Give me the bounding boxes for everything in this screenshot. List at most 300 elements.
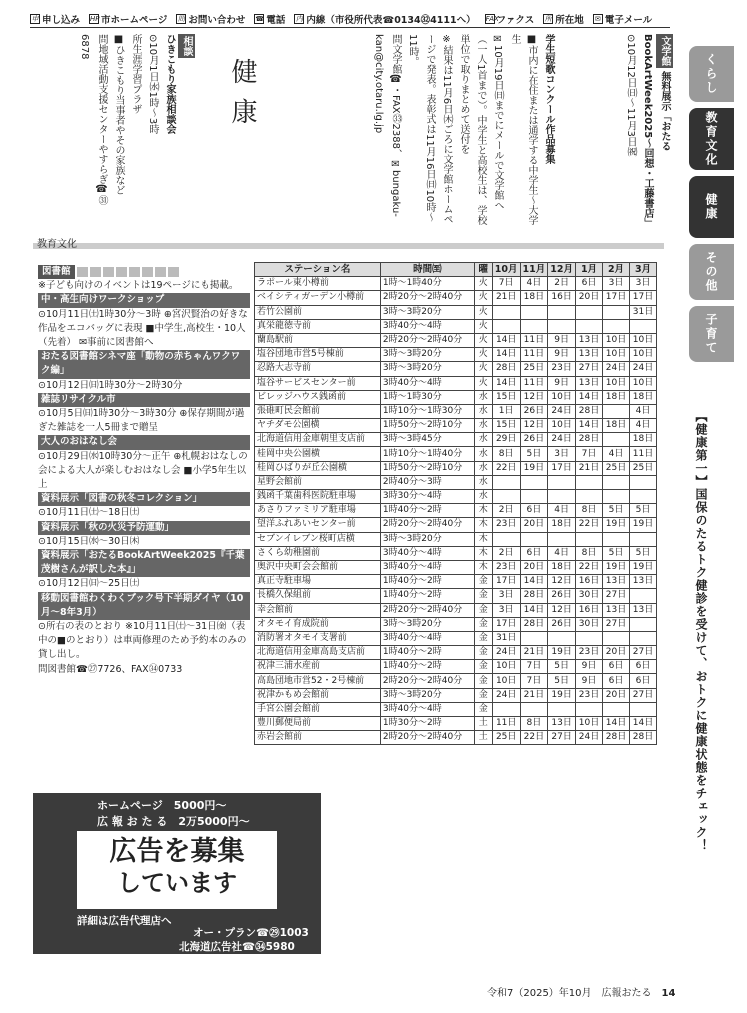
month-date-cell: 14日 [576,390,603,404]
month-date-cell: 23日 [492,560,520,574]
schedule-row [255,646,657,660]
month-date-cell: 27日 [630,688,657,702]
ad-subheadline: しています [117,869,237,897]
month-date-cell: 19日 [630,560,657,574]
month-date-cell: 10日 [548,419,576,433]
weekday-cell: 水 [474,433,492,447]
month-date-cell [520,305,548,319]
month-date-cell [548,490,576,504]
month-date-cell: 14日 [520,603,548,617]
month-date-cell: 17日 [630,291,657,305]
station-time: 1時40分～2時 [380,504,474,518]
ad-price-koho: 広 報 お た る 2万5000円～ [97,815,250,828]
station-name: 消防署オタモイ支署前 [255,631,381,645]
month-date-cell [576,319,603,333]
month-date-cell: 13日 [548,717,576,731]
library-event-title: 資料展示「おたるBookArtWeek2025『千葉茂樹さんが訳した本』」 [38,549,250,577]
legend-bar [30,10,670,28]
weekday-cell: 火 [474,376,492,390]
month-date-cell: 9日 [576,674,603,688]
schedule-row [255,362,657,376]
station-name: 赤岩会館前 [255,731,381,745]
station-name: 桂岡中央公園横 [255,447,381,461]
month-date-cell: 28日 [630,731,657,745]
month-date-cell: 16日 [576,603,603,617]
month-date-cell [576,631,603,645]
tab-health[interactable]: 健康 [689,176,734,238]
contest-title: 学生短歌コンクール作品募集 [543,34,554,164]
category-tag: 文学館 [656,34,673,68]
station-time: 1時50分～2時10分 [380,461,474,475]
month-date-cell [492,532,520,546]
month-date-cell: 10日 [630,348,657,362]
literature-exhibit [563,34,673,230]
month-date-cell: 3日 [548,447,576,461]
weekday-cell: 水 [474,447,492,461]
station-name: 星野会館前 [255,475,381,489]
schedule-row [255,702,657,716]
month-date-cell [548,532,576,546]
station-time: 3時～3時20分 [380,688,474,702]
schedule-row [255,319,657,333]
month-date-cell: 14日 [603,717,630,731]
month-date-cell: 13日 [630,575,657,589]
month-date-cell: 11日 [520,348,548,362]
month-date-cell: 27日 [603,589,630,603]
month-date-cell: 6日 [630,674,657,688]
exhibit-title: 無料展示「おたるBookArtWeek2025～回想・工藤書店」 [642,34,670,229]
schedule-header-cell: 曜 [474,263,492,277]
ad-headline: 広告を募集 [109,836,245,867]
month-date-cell: 21日 [520,646,548,660]
month-date-cell: 5日 [603,546,630,560]
ad-price-homepage: ホームページ 5000円～ [97,799,227,812]
weekday-cell: 火 [474,277,492,291]
weekday-cell: 火 [474,333,492,347]
month-date-cell: 31日 [630,305,657,319]
library-event-detail: 問図書館☎㉗7726、FAX㉞0733 [38,663,183,675]
month-date-cell: 7日 [492,277,520,291]
month-date-cell [492,702,520,716]
tab-education-culture[interactable]: 教育文化 [689,108,734,170]
station-time: 3時～3時45分 [380,433,474,447]
month-date-cell: 2日 [492,546,520,560]
month-date-cell: 18日 [603,419,630,433]
month-date-cell: 13日 [603,575,630,589]
month-date-cell [548,631,576,645]
tab-childcare[interactable]: 子育て [689,306,734,362]
schedule-row [255,560,657,574]
station-name: さくら幼稚園前 [255,546,381,560]
ad-recruit-box [33,793,321,954]
station-name: 祝津三浦水産前 [255,660,381,674]
month-date-cell: 9日 [548,333,576,347]
consult-title: ひきこもり家族相談会 [164,34,175,134]
station-time: 1時～1時40分 [380,277,474,291]
station-name: 張碓町民会館前 [255,404,381,418]
library-event-title: 資料展示「図書の秋冬コレクション」 [38,492,250,506]
weekday-cell: 土 [474,731,492,745]
station-name: 真栄龍徳寺前 [255,319,381,333]
schedule-row [255,433,657,447]
weekday-cell: 火 [474,348,492,362]
month-date-cell [603,305,630,319]
weekday-cell: 火 [474,319,492,333]
month-date-cell: 14日 [492,348,520,362]
month-date-cell: 9日 [548,348,576,362]
month-date-cell [576,475,603,489]
month-date-cell: 8日 [576,546,603,560]
month-date-cell: 6日 [630,660,657,674]
library-section [38,265,250,677]
month-date-cell: 24日 [630,362,657,376]
month-date-cell: 27日 [576,362,603,376]
station-time: 3時～3時20分 [380,617,474,631]
month-date-cell: 17日 [492,575,520,589]
station-name: ビレッジハウス銭函前 [255,390,381,404]
month-date-cell: 22日 [520,731,548,745]
month-date-cell [520,490,548,504]
month-date-cell: 19日 [630,518,657,532]
station-time: 3時～3時20分 [380,305,474,319]
station-time: 1時30分～2時 [380,717,474,731]
weekday-cell: 金 [474,702,492,716]
month-date-cell [548,702,576,716]
weekday-cell: 水 [474,490,492,504]
month-date-cell [603,404,630,418]
schedule-row [255,603,657,617]
month-date-cell: 26日 [548,617,576,631]
legend-item: FAX ファクス [485,14,535,26]
month-date-cell: 10日 [630,376,657,390]
station-name: 豊川郵便局前 [255,717,381,731]
month-date-cell: 14日 [492,333,520,347]
schedule-header-cell: 10月 [492,263,520,277]
schedule-header-cell: 3月 [630,263,657,277]
library-event-detail: ⊙10月11日㈯～18日㈯ [38,507,140,519]
month-date-cell: 13日 [576,333,603,347]
health-checkup-banner: 【健康第一】国保のたるトク健診を受けて、おトクに健康状態をチェック！ [694,410,708,852]
station-name: 祝津かもめ会館前 [255,688,381,702]
month-date-cell [576,305,603,319]
extension-icon: 内 [295,14,303,23]
month-date-cell [576,490,603,504]
month-date-cell [548,319,576,333]
month-date-cell: 9日 [548,376,576,390]
weekday-cell: 金 [474,589,492,603]
legend-item: 所 所在地 [544,14,584,26]
month-date-cell: 10日 [630,333,657,347]
footer-text: 令和7（2025）年10月 広報おたる [487,988,652,999]
month-date-cell: 10日 [492,660,520,674]
month-date-cell: 29日 [492,433,520,447]
weekday-cell: 金 [474,660,492,674]
month-date-cell: 23日 [576,646,603,660]
station-name: 奥沢中央町会会館前 [255,560,381,574]
month-date-cell: 3日 [492,589,520,603]
schedule-row [255,575,657,589]
schedule-row [255,461,657,475]
month-date-cell: 22日 [576,518,603,532]
library-event-title: 移動図書館わくわくブック号下半期ダイヤ（10月～8年3月） [38,592,250,620]
month-date-cell [520,631,548,645]
month-date-cell: 2日 [548,277,576,291]
schedule-row [255,674,657,688]
station-time: 2時20分～2時40分 [380,291,474,305]
month-date-cell: 17日 [603,291,630,305]
tanka-contest [262,34,557,230]
month-date-cell: 28日 [576,433,603,447]
station-time: 3時40分～4時 [380,702,474,716]
month-date-cell: 13日 [603,603,630,617]
month-date-cell: 23日 [548,362,576,376]
hikikomori-consult [55,34,195,230]
month-date-cell: 13日 [576,348,603,362]
weekday-cell: 金 [474,603,492,617]
station-name: 蘭島駅前 [255,333,381,347]
month-date-cell: 28日 [520,589,548,603]
contest-line: ※結果は11月6日㈭ごろに文学館ホームページで発表。表彰式は11月16日㈰10時～11時。 [407,34,452,225]
legend-item: ✉ 電子メール [593,12,652,26]
legend-item: HP 市ホームページ [90,14,168,26]
email-icon: ✉ [593,14,603,24]
schedule-row [255,419,657,433]
tab-kurashi[interactable]: くらし [689,46,734,102]
station-time: 3時30分～4時 [380,490,474,504]
month-date-cell: 22日 [492,461,520,475]
inquiry-icon: 問 [177,14,185,23]
ad-contact-lead: 詳細は広告代理店へ [77,915,172,927]
month-date-cell [576,702,603,716]
month-date-cell: 24日 [492,688,520,702]
month-date-cell: 15日 [492,390,520,404]
month-date-cell [603,532,630,546]
section-header: 教育文化 [33,235,664,249]
month-date-cell: 20日 [603,688,630,702]
station-time: 3時40分～4時 [380,546,474,560]
weekday-cell: 火 [474,305,492,319]
station-name: セブンイレブン桜町店横 [255,532,381,546]
schedule-row [255,532,657,546]
month-date-cell: 5日 [630,504,657,518]
weekday-cell: 木 [474,532,492,546]
month-date-cell: 14日 [630,717,657,731]
schedule-header-cell: 12月 [548,263,576,277]
month-date-cell: 15日 [492,419,520,433]
month-date-cell [630,631,657,645]
weekday-cell: 水 [474,475,492,489]
weekday-cell: 金 [474,575,492,589]
month-date-cell: 19日 [548,646,576,660]
station-time: 1時40分～2時 [380,660,474,674]
schedule-row [255,447,657,461]
month-date-cell: 3日 [603,277,630,291]
month-date-cell: 24日 [576,731,603,745]
month-date-cell: 14日 [492,376,520,390]
month-date-cell [603,319,630,333]
weekday-cell: 水 [474,419,492,433]
month-date-cell: 13日 [576,376,603,390]
consult-line: ■ひきこもり当事者やその家族など [113,34,124,195]
month-date-cell: 5日 [548,660,576,674]
month-date-cell: 4日 [630,404,657,418]
month-date-cell: 11日 [492,717,520,731]
month-date-cell: 17日 [492,617,520,631]
station-time: 1時10分～1時40分 [380,447,474,461]
month-date-cell: 8日 [520,717,548,731]
month-date-cell [630,589,657,603]
station-time: 3時40分～4時 [380,631,474,645]
station-name: あさりファミリア駐車場 [255,504,381,518]
schedule-row [255,376,657,390]
station-name: 銭函千葉歯科医院駐車場 [255,490,381,504]
month-date-cell: 5日 [548,674,576,688]
month-date-cell: 2日 [492,504,520,518]
month-date-cell: 7日 [520,674,548,688]
weekday-cell: 水 [474,404,492,418]
station-name: 高島団地市営52・2号棟前 [255,674,381,688]
library-event-detail: ⊙10月11日㈯1時30分～3時 ⊕宮沢賢治の好きな作品をエコバッグに表現 ■中学生,高校生・10人（先着） ✉事前に図書館へ [38,308,248,349]
library-event-title: おたる図書館シネマ座「動物の赤ちゃんワクワク編」 [38,350,250,378]
month-date-cell: 14日 [576,419,603,433]
station-name: オタモイ育成院前 [255,617,381,631]
schedule-row [255,518,657,532]
station-time: 2時20分～2時40分 [380,518,474,532]
month-date-cell: 24日 [492,646,520,660]
category-tag: 相談 [178,34,195,58]
month-date-cell: 7日 [576,447,603,461]
month-date-cell: 4日 [548,546,576,560]
month-date-cell: 31日 [492,631,520,645]
schedule-header-cell: 時間㉃ [380,263,474,277]
weekday-cell: 金 [474,688,492,702]
station-time: 3時～3時20分 [380,348,474,362]
library-event-detail: ⊙10月29日㈬10時30分～正午 ⊕札幌おはなしの会による大人が楽しむおはなし会 ■小学5年生以上 [38,450,248,491]
month-date-cell [520,532,548,546]
tab-other[interactable]: その他 [689,244,734,300]
library-event-title: 大人のおはなし会 [38,435,250,449]
month-date-cell: 10日 [492,674,520,688]
month-date-cell: 5日 [520,447,548,461]
weekday-cell: 水 [474,461,492,475]
month-date-cell [603,433,630,447]
month-date-cell: 12日 [548,603,576,617]
month-date-cell: 26日 [520,433,548,447]
schedule-header-cell: 1月 [576,263,603,277]
month-date-cell: 6日 [520,546,548,560]
month-date-cell: 4日 [548,504,576,518]
month-date-cell: 5日 [630,546,657,560]
month-date-cell: 25日 [630,461,657,475]
month-date-cell: 27日 [548,731,576,745]
weekday-cell: 木 [474,504,492,518]
month-date-cell [548,475,576,489]
month-date-cell: 25日 [603,461,630,475]
page-footer [487,984,675,999]
month-date-cell: 24日 [548,404,576,418]
station-time: 3時～3時20分 [380,362,474,376]
month-date-cell: 20日 [520,518,548,532]
ad-agency-1: オー・プラン☎㉙1003 [193,927,309,939]
month-date-cell: 21日 [576,461,603,475]
month-date-cell: 30日 [576,617,603,631]
month-date-cell: 11日 [520,376,548,390]
month-date-cell [520,319,548,333]
station-name: ヤチダモ公園横 [255,419,381,433]
schedule-header-cell: 11月 [520,263,548,277]
schedule-row [255,475,657,489]
month-date-cell: 4日 [603,447,630,461]
month-date-cell [630,475,657,489]
location-icon: 所 [544,14,552,23]
weekday-cell: 木 [474,518,492,532]
month-date-cell [576,532,603,546]
station-name: 長橋久保組前 [255,589,381,603]
month-date-cell [492,305,520,319]
month-date-cell [630,617,657,631]
schedule-header-cell: 2月 [603,263,630,277]
month-date-cell [492,475,520,489]
ad-agency-2: 北海道広告社☎㉞5980 [179,941,295,953]
station-name: 幸会館前 [255,603,381,617]
station-time: 2時20分～2時40分 [380,603,474,617]
month-date-cell [492,490,520,504]
consult-line: 問地域活動支援センターやすらぎ☎㉛6878 [79,34,107,205]
month-date-cell: 30日 [576,589,603,603]
station-name: ベイシティガーデン小樽前 [255,291,381,305]
station-name: 北海道信用金庫高島支店前 [255,646,381,660]
station-time: 1時10分～1時30分 [380,404,474,418]
month-date-cell: 23日 [492,518,520,532]
month-date-cell: 7日 [520,660,548,674]
month-date-cell: 9日 [576,660,603,674]
month-date-cell: 19日 [603,560,630,574]
weekday-cell: 水 [474,390,492,404]
month-date-cell: 18日 [520,291,548,305]
month-date-cell: 6日 [520,504,548,518]
weekday-cell: 火 [474,291,492,305]
month-date-cell: 20日 [603,646,630,660]
month-date-cell: 21日 [492,291,520,305]
month-date-cell: 10日 [603,376,630,390]
month-date-cell [630,532,657,546]
schedule-header-cell: ステーション名 [255,263,381,277]
month-date-cell: 24日 [548,433,576,447]
station-name: 若竹公園前 [255,305,381,319]
library-event-detail: ⊙10月12日㈰～25日㈯ [38,578,140,590]
month-date-cell: 4日 [630,419,657,433]
library-event-title: 雑誌リサイクル市 [38,393,250,407]
schedule-row [255,717,657,731]
month-date-cell [630,319,657,333]
month-date-cell: 12日 [520,419,548,433]
station-name: 塩谷団地市営5号棟前 [255,348,381,362]
weekday-cell: 木 [474,560,492,574]
weekday-cell: 木 [474,546,492,560]
month-date-cell: 12日 [520,390,548,404]
month-date-cell: 13日 [630,603,657,617]
month-date-cell: 3日 [630,277,657,291]
legend-item: 問 お問い合わせ [177,14,246,26]
month-date-cell: 1日 [492,404,520,418]
month-date-cell: 28日 [603,731,630,745]
station-time: 3時40分～4時 [380,560,474,574]
month-date-cell: 27日 [603,617,630,631]
month-date-cell [603,702,630,716]
month-date-cell: 8日 [576,504,603,518]
month-date-cell: 12日 [548,575,576,589]
station-name: 北海道信用金庫朝里支店前 [255,433,381,447]
